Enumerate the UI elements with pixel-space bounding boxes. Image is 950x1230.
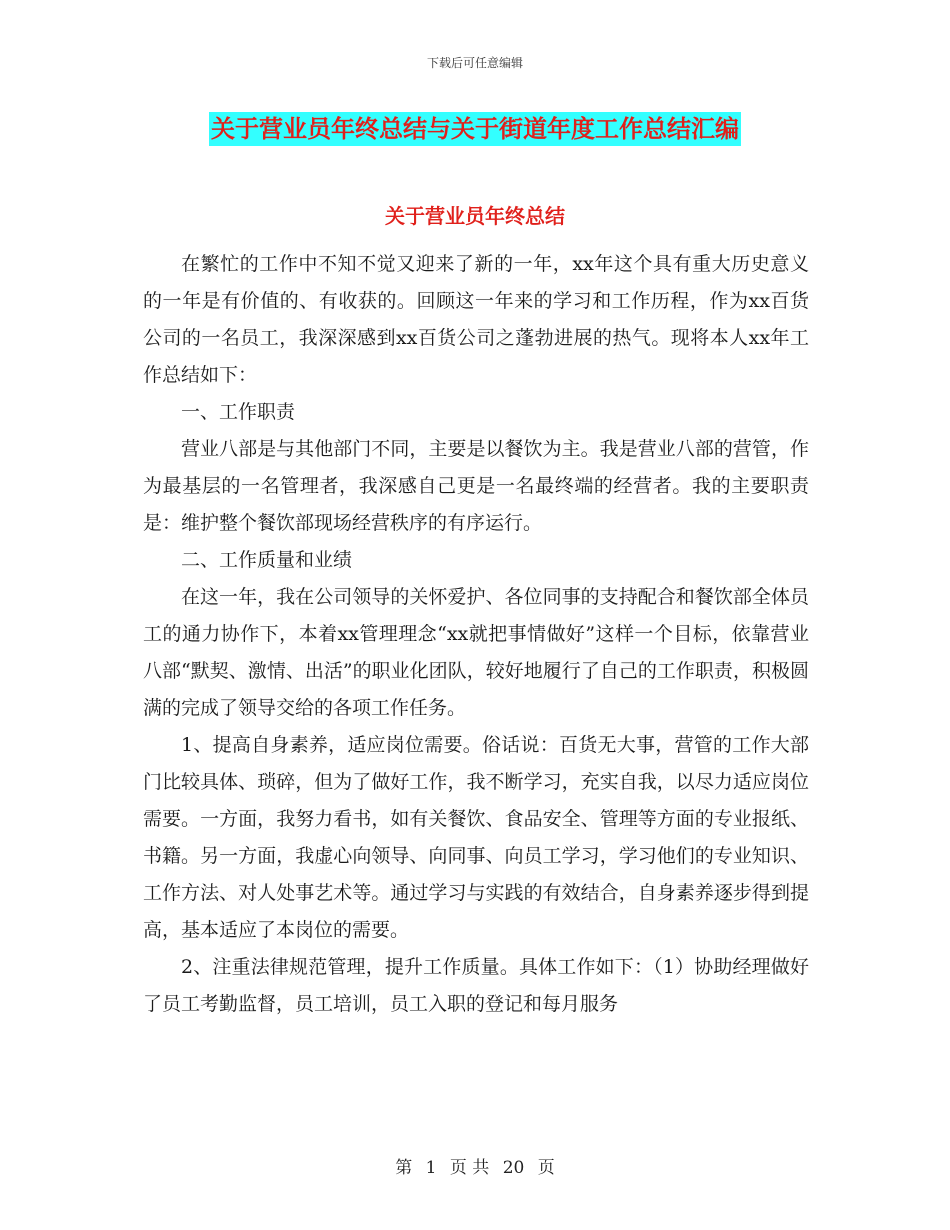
paragraph: 1、提高自身素养，适应岗位需要。俗话说：百货无大事，营管的工作大部门比较具体、琐碎，但为了做好工作，我不断学习，充实自我，以尽力适应岗位需要。一方面，我努力看书，如有关餐饮、食品安全、管理等方面的专业报纸、书籍。另一方面，我虚心向领导、向同事、向员工学习，学习他们的专业知识、工作方法、对人处事艺术等。通过学习与实践的有效结合，自身素养逐步得到提高，基本适应了本岗位的需要。 [143, 734, 809, 941]
footer-page-number: 1 [425, 1158, 437, 1178]
footer-prefix: 第 [395, 1158, 413, 1178]
heading-work-duties: 一、工作职责 [181, 401, 296, 423]
heading-work-quality: 二、工作质量和业绩 [181, 549, 353, 571]
footer-total-pages: 20 [502, 1158, 525, 1178]
main-title [0, 112, 950, 146]
paragraph: 营业八部是与其他部门不同，主要是以餐饮为主。我是营业八部的营管，作为最基层的一名管理者，我深感自己更是一名最终端的经营者。我的主要职责是：维护整个餐饮部现场经营秩序的有序运行。 [143, 438, 809, 534]
document-body [143, 246, 809, 1023]
section-title: 关于营业员年终总结 [385, 204, 565, 228]
paragraph: 在这一年，我在公司领导的关怀爱护、各位同事的支持配合和餐饮部全体员工的通力协作下，本着xx管理理念“xx就把事情做好”这样一个目标，依靠营业八部“默契、激情、出活”的职业化团队，较好地履行了自己的工作职责，积极圆满的完成了领导交给的各项工作任务。 [143, 586, 809, 719]
main-title-text: 关于营业员年终总结与关于街道年度工作总结汇编 [209, 112, 741, 146]
paragraph: 2、注重法律规范管理，提升工作质量。具体工作如下：（1）协助经理做好了员工考勤监督，员工培训，员工入职的登记和每月服务 [143, 956, 809, 1015]
footer-suffix: 页 [537, 1158, 555, 1178]
paragraph: 在繁忙的工作中不知不觉又迎来了新的一年，xx年这个具有重大历史意义的一年是有价值的、有收获的。回顾这一年来的学习和工作历程，作为xx百货公司的一名员工，我深深感到xx百货公司之蓬勃进展的热气。现将本人xx年工作总结如下： [143, 253, 809, 386]
footer-middle: 页 共 [449, 1158, 490, 1178]
page-footer [0, 1153, 950, 1178]
header-note: 下载后可任意编辑 [426, 56, 523, 70]
